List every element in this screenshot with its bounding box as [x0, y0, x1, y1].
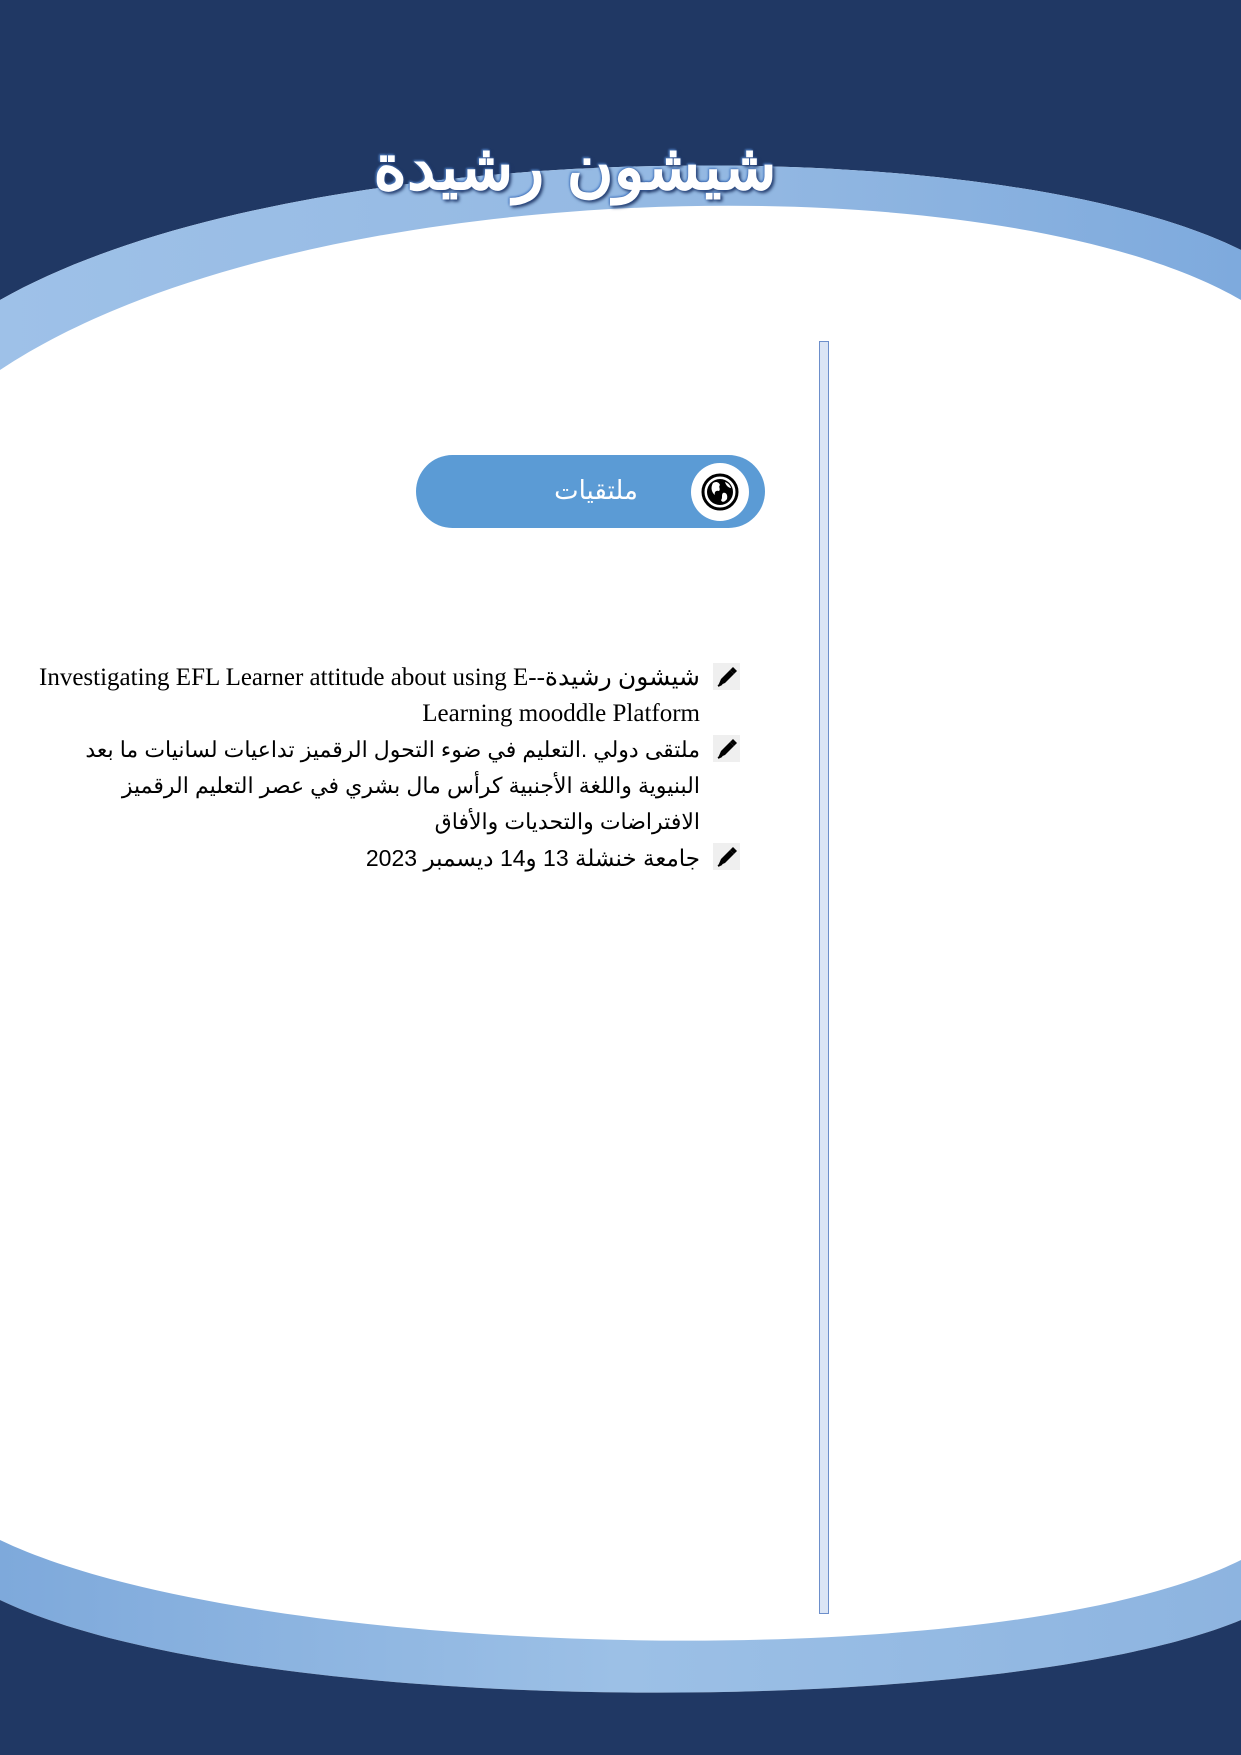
conference-entry-text: شيشون رشيدة-Investigating EFL Learner attitude about using E-Learning mooddle Platform	[39, 664, 700, 727]
conference-entry-text: جامعة خنشلة 13 و14 ديسمبر 2023	[365, 845, 700, 871]
pen-icon	[713, 663, 740, 690]
conference-entry-text: ملتقى دولي .التعليم في ضوء التحول الرقميز تداعيات لسانيات ما بعد البنيوية واللغة الأجنبية كرأس مال بشري في عصر التعليم الرقميز الافتراضات والتحديات والأفاق	[85, 737, 700, 834]
vertical-divider	[819, 341, 829, 1614]
conference-list	[30, 660, 740, 876]
globe-icon	[691, 463, 749, 521]
person-name-title: شيشون رشيدة	[373, 130, 777, 205]
section-title: ملتقيات	[554, 476, 638, 506]
list-item	[30, 660, 740, 732]
pen-icon	[713, 735, 740, 762]
list-item	[30, 732, 740, 840]
section-header-conferences	[416, 455, 765, 528]
list-item	[30, 840, 740, 876]
pen-icon	[713, 843, 740, 870]
